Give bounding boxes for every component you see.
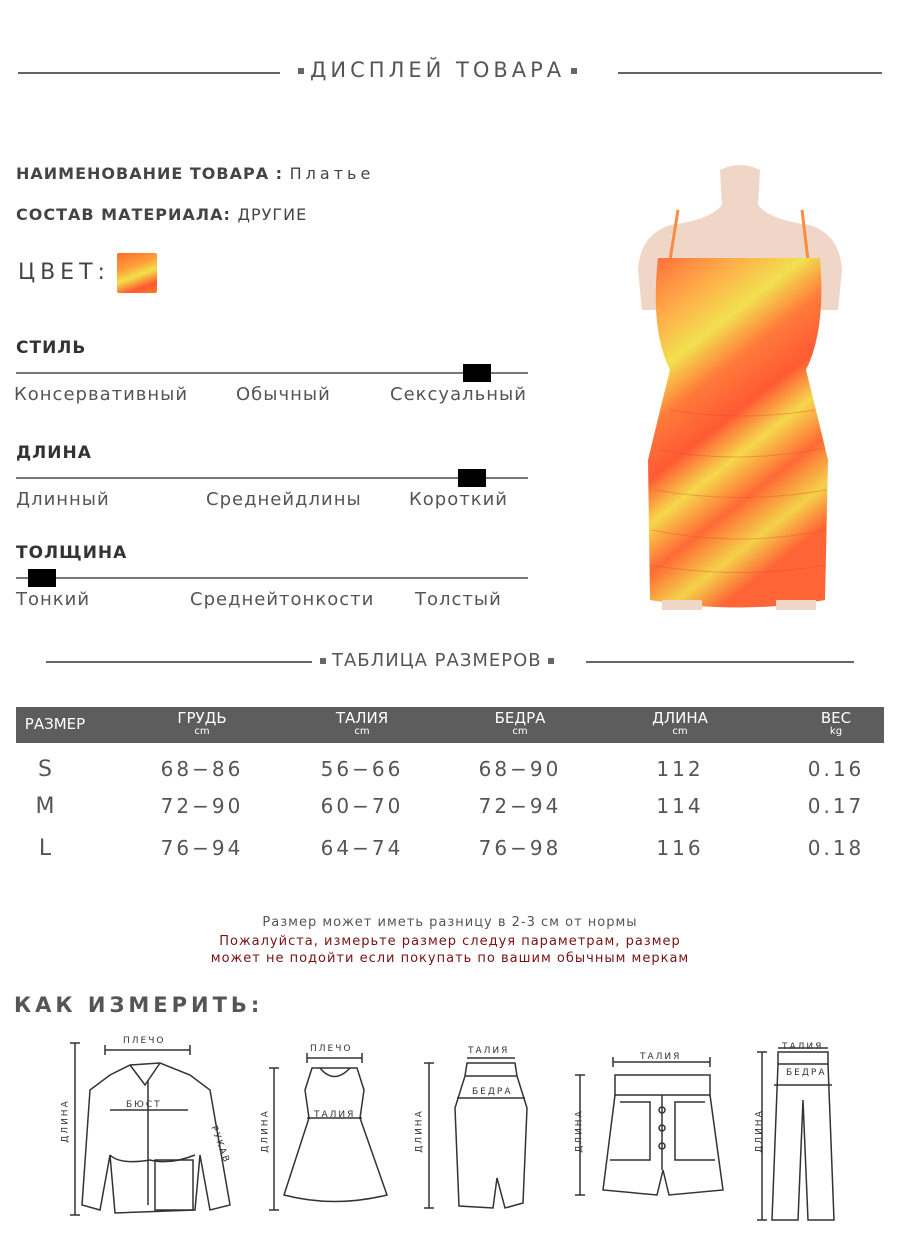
column-unit: kg xyxy=(829,726,843,737)
dress-waist-label: ТАЛИЯ xyxy=(314,1110,356,1120)
table-header-cell xyxy=(302,711,422,738)
scale-option: Среднейтонкости xyxy=(190,589,375,610)
product-name-row xyxy=(16,164,374,183)
shorts-waist-label: ТАЛИЯ xyxy=(640,1052,682,1062)
table-cell: 68−90 xyxy=(478,757,562,781)
size-note: Размер может иметь разницу в 2-3 см от нормы xyxy=(262,915,638,930)
column-name: БЕДРА xyxy=(494,709,546,727)
table-cell: L xyxy=(38,836,52,861)
table-cell: 60−70 xyxy=(320,794,404,818)
jacket-bust-label: БЮСТ xyxy=(126,1100,162,1110)
table-cell: 112 xyxy=(656,757,704,781)
scale-option: Тонкий xyxy=(16,589,91,610)
column-name: ТАЛИЯ xyxy=(335,709,389,727)
shorts-length-label: ДЛИНА xyxy=(574,1109,585,1153)
table-header-cell xyxy=(776,711,896,738)
column-name: ГРУДЬ xyxy=(177,709,227,727)
column-unit: cm xyxy=(194,726,210,737)
scale-option: Сексуальный xyxy=(390,384,527,405)
table-header-cell xyxy=(142,711,262,738)
size-title-line-left xyxy=(46,661,312,663)
column-unit: cm xyxy=(354,726,370,737)
scale-option: Толстый xyxy=(415,589,502,610)
table-cell: 114 xyxy=(656,794,704,818)
product-name-label: НАИМЕНОВАНИЕ ТОВАРА : xyxy=(16,164,284,183)
column-name: ВЕС xyxy=(820,709,852,727)
dress-photo xyxy=(620,160,860,610)
scale-option: Обычный xyxy=(236,384,331,405)
size-chart-title: ТАБЛИЦА РАЗМЕРОВ xyxy=(320,650,554,671)
header-line-right xyxy=(618,72,882,74)
pants-waist-label: ТАЛИЯ xyxy=(782,1042,824,1052)
column-unit: cm xyxy=(672,726,688,737)
header-title: ДИСПЛЕЙ ТОВАРА xyxy=(292,58,583,82)
size-warning-1: Пожалуйста, измерьте размер следуя параметрам, размер xyxy=(219,934,681,949)
color-label: ЦВЕТ: xyxy=(18,260,110,285)
dress-body xyxy=(648,258,828,608)
scale-marker xyxy=(463,364,491,382)
table-header-cell xyxy=(460,711,580,738)
scale-option: Среднейдлины xyxy=(206,489,362,510)
jacket-sleeve-label: РУКАВ xyxy=(208,1124,232,1166)
jacket-length-label: ДЛИНА xyxy=(60,1099,71,1143)
skirt-length-label: ДЛИНА xyxy=(414,1109,425,1153)
pants-hips-label: БЕДРА xyxy=(786,1068,827,1078)
scale-track xyxy=(16,477,528,479)
scale-heading: ТОЛЩИНА xyxy=(16,543,128,563)
product-name-value: Платье xyxy=(289,164,375,183)
column-name: ДЛИНА xyxy=(652,709,708,727)
column-name: РАЗМЕР xyxy=(24,715,86,733)
table-cell: 0.16 xyxy=(807,757,865,781)
table-cell: 72−94 xyxy=(478,794,562,818)
scale-option: Длинный xyxy=(16,489,110,510)
material-value: ДРУГИЕ xyxy=(237,205,308,224)
scale-option: Консервативный xyxy=(14,384,189,405)
size-warning-2: может не подойти если покупать по вашим обычным меркам xyxy=(210,951,690,966)
table-cell: S xyxy=(38,757,52,782)
dress-shoulder-label: ПЛЕЧО xyxy=(310,1044,353,1054)
table-header-cell xyxy=(620,711,740,738)
jacket-diagram xyxy=(60,1035,250,1220)
scale-heading: СТИЛЬ xyxy=(16,338,87,358)
jacket-shoulder-label: ПЛЕЧО xyxy=(123,1036,166,1046)
color-swatch xyxy=(117,253,157,293)
scale-track xyxy=(16,577,528,579)
table-header-cell xyxy=(0,717,115,732)
table-cell: 64−74 xyxy=(320,836,404,860)
material-row xyxy=(16,205,307,224)
scale-heading: ДЛИНА xyxy=(16,443,92,463)
how-to-measure-title: КАК ИЗМЕРИТЬ: xyxy=(14,993,264,1017)
material-label: СОСТАВ МАТЕРИАЛА: xyxy=(16,205,231,224)
table-cell: 76−98 xyxy=(478,836,562,860)
header-line-left xyxy=(18,72,280,74)
table-cell: M xyxy=(35,794,55,819)
shorts-diagram xyxy=(565,1050,745,1200)
skirt-hips-label: БЕДРА xyxy=(472,1087,513,1097)
table-cell: 76−94 xyxy=(160,836,244,860)
table-cell: 116 xyxy=(656,836,704,860)
size-title-line-right xyxy=(586,661,854,663)
scale-track xyxy=(16,372,528,374)
dress-length-label: ДЛИНА xyxy=(260,1109,271,1153)
skirt-diagram xyxy=(415,1048,535,1213)
table-cell: 0.18 xyxy=(807,836,865,860)
dress-diagram xyxy=(262,1050,402,1215)
table-cell: 0.17 xyxy=(807,794,865,818)
pants-length-label: ДЛИНА xyxy=(754,1109,765,1153)
column-unit: cm xyxy=(512,726,528,737)
scale-marker xyxy=(458,469,486,487)
skirt-waist-label: ТАЛИЯ xyxy=(468,1046,510,1056)
table-cell: 68−86 xyxy=(160,757,244,781)
table-cell: 72−90 xyxy=(160,794,244,818)
table-cell: 56−66 xyxy=(320,757,404,781)
scale-marker xyxy=(28,569,56,587)
scale-option: Короткий xyxy=(409,489,508,510)
